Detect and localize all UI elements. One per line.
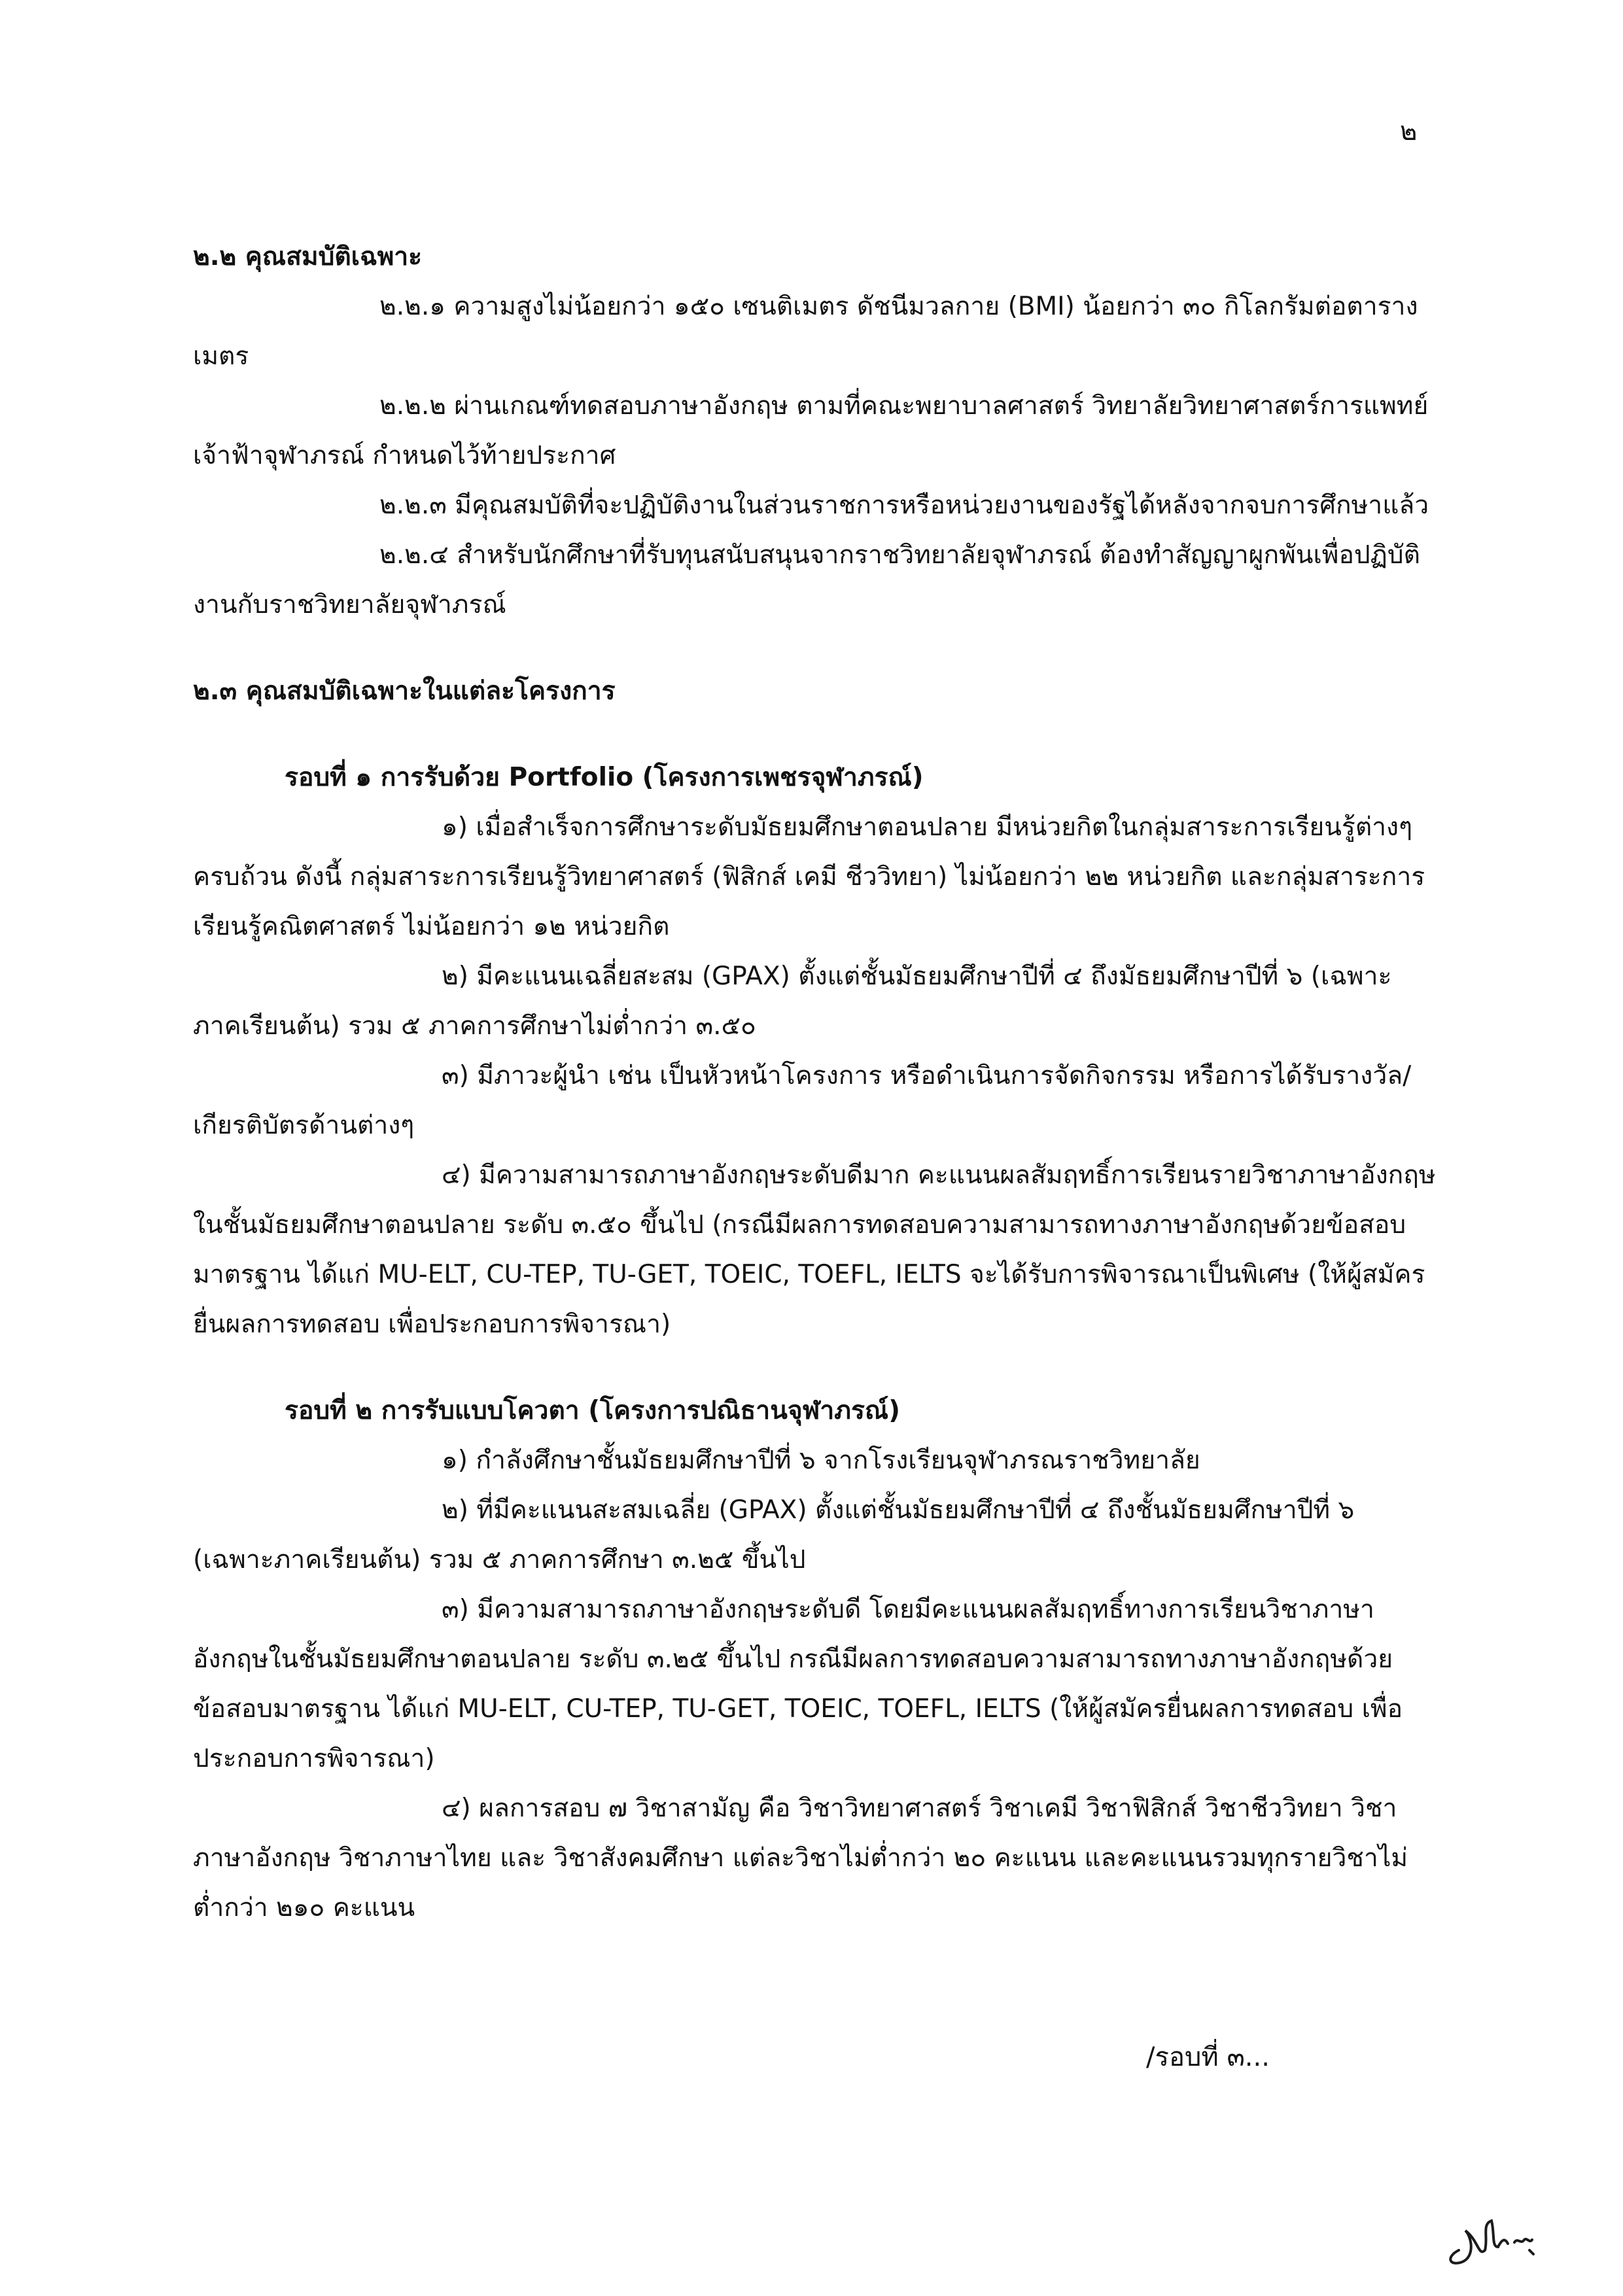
section-2-3-title: ๒.๓ คุณสมบัติเฉพาะในแต่ละโครงการ (193, 676, 616, 706)
round-2-item-4: ๔) ผลการสอบ ๗ วิชาสามัญ คือ วิชาวิทยาศาสตร์ วิชาเคมี วิชาฟิสิกส์ วิชาชีววิทยา วิชาภาษาอังกฤษ วิชาภาษาไทย และ วิชาสังคมศึกษา แต่ละวิชาไม่ต่ำกว่า ๒๐ คะแนน และคะแนนรวมทุกรายวิชาไม่ต่ำกว่า ๒๑๐ คะแนน (193, 1794, 1408, 1922)
section-2-2-3: ๒.๒.๓ มีคุณสมบัติที่จะปฏิบัติงานในส่วนราชการหรือหน่วยงานของรัฐได้หลังจากจบการศึกษาแล้ว (379, 491, 1429, 520)
section-2-2-4: ๒.๒.๔ สำหรับนักศึกษาที่รับทุนสนับสนุนจากราชวิทยาลัยจุฬาภรณ์ ต้องทำสัญญาผูกพันเพื่อปฏิบัติงานกับราชวิทยาลัยจุฬาภรณ์ (193, 540, 1420, 619)
handwritten-initials-icon (1439, 2211, 1544, 2270)
section-2-2-2: ๒.๒.๒ ผ่านเกณฑ์ทดสอบภาษาอังกฤษ ตามที่คณะพยาบาลศาสตร์ วิทยาลัยวิทยาศาสตร์การแพทย์เจ้าฟ้าจุฬาภรณ์ กำหนดไว้ท้ายประกาศ (193, 391, 1429, 470)
round-1-item-4: ๔) มีความสามารถภาษาอังกฤษระดับดีมาก คะแนนผลสัมฤทธิ์การเรียนรายวิชาภาษาอังกฤษในชั้นมัธยมศึกษาตอนปลาย ระดับ ๓.๕๐ ขึ้นไป (กรณีมีผลการทดสอบความสามารถทางภาษาอังกฤษด้วยข้อสอบมาตรฐาน ได้แก่ MU-ELT, CU-TEP, TU-GET, TOEIC, TOEFL, IELTS จะได้รับการพิจารณาเป็นพิเศษ (ให้ผู้สมัครยื่นผลการทดสอบ เพื่อประกอบการพิจารณา) (193, 1160, 1436, 1339)
round-2-item-2: ๒) ที่มีคะแนนสะสมเฉลี่ย (GPAX) ตั้งแต่ชั้นมัธยมศึกษาปีที่ ๔ ถึงชั้นมัธยมศึกษาปีที่ ๖ (เฉพาะภาคเรียนต้น) รวม ๕ ภาคการศึกษา ๓.๒๕ ขึ้นไป (193, 1495, 1355, 1574)
round-1-item-2: ๒) มีคะแนนเฉลี่ยสะสม (GPAX) ตั้งแต่ชั้นมัธยมศึกษาปีที่ ๔ ถึงมัธยมศึกษาปีที่ ๖ (เฉพาะภาคเรียนต้น) รวม ๕ ภาคการศึกษาไม่ต่ำกว่า ๓.๕๐ (193, 962, 1392, 1041)
round-2-item-3: ๓) มีความสามารถภาษาอังกฤษระดับดี โดยมีคะแนนผลสัมฤทธิ์ทางการเรียนวิชาภาษาอังกฤษในชั้นมัธยมศึกษาตอนปลาย ระดับ ๓.๒๕ ขึ้นไป กรณีมีผลการทดสอบความสามารถทางภาษาอังกฤษด้วยข้อสอบมาตรฐาน ได้แก่ MU-ELT, CU-TEP, TU-GET, TOEIC, TOEFL, IELTS (ให้ผู้สมัครยื่นผลการทดสอบ เพื่อประกอบการพิจารณา) (193, 1595, 1403, 1773)
continuation-note: /รอบที่ ๓... (1146, 2042, 1270, 2072)
round-2-title: รอบที่ ๒ การรับแบบโควตา (โครงการปณิธานจุฬาภรณ์) (285, 1396, 900, 1425)
round-1-item-3: ๓) มีภาวะผู้นำ เช่น เป็นหัวหน้าโครงการ หรือดำเนินการจัดกิจกรรม หรือการได้รับรางวัล/ เกียรติบัตรด้านต่างๆ (193, 1061, 1412, 1140)
section-2-2-1: ๒.๒.๑ ความสูงไม่น้อยกว่า ๑๕๐ เซนติเมตร ดัชนีมวลกาย (BMI) น้อยกว่า ๓๐ กิโลกรัมต่อตารางเมตร (193, 292, 1418, 371)
document-body (193, 232, 1436, 1933)
round-1-title: รอบที่ ๑ การรับด้วย Portfolio (โครงการเพชรจุฬาภรณ์) (285, 763, 924, 792)
section-2-2-title: ๒.๒ คุณสมบัติเฉพาะ (193, 242, 423, 271)
page-number: ๒ (1400, 116, 1418, 147)
round-2-item-1: ๑) กำลังศึกษาชั้นมัธยมศึกษาปีที่ ๖ จากโรงเรียนจุฬาภรณราชวิทยาลัย (442, 1446, 1200, 1475)
round-1-item-1: ๑) เมื่อสำเร็จการศึกษาระดับมัธยมศึกษาตอนปลาย มีหน่วยกิตในกลุ่มสาระการเรียนรู้ต่างๆ ครบถ้วน ดังนี้ กลุ่มสาระการเรียนรู้วิทยาศาสตร์ (ฟิสิกส์ เคมี ชีววิทยา) ไม่น้อยกว่า ๒๒ หน่วยกิต และกลุ่มสาระการเรียนรู้คณิตศาสตร์ ไม่น้อยกว่า ๑๒ หน่วยกิต (193, 812, 1425, 941)
